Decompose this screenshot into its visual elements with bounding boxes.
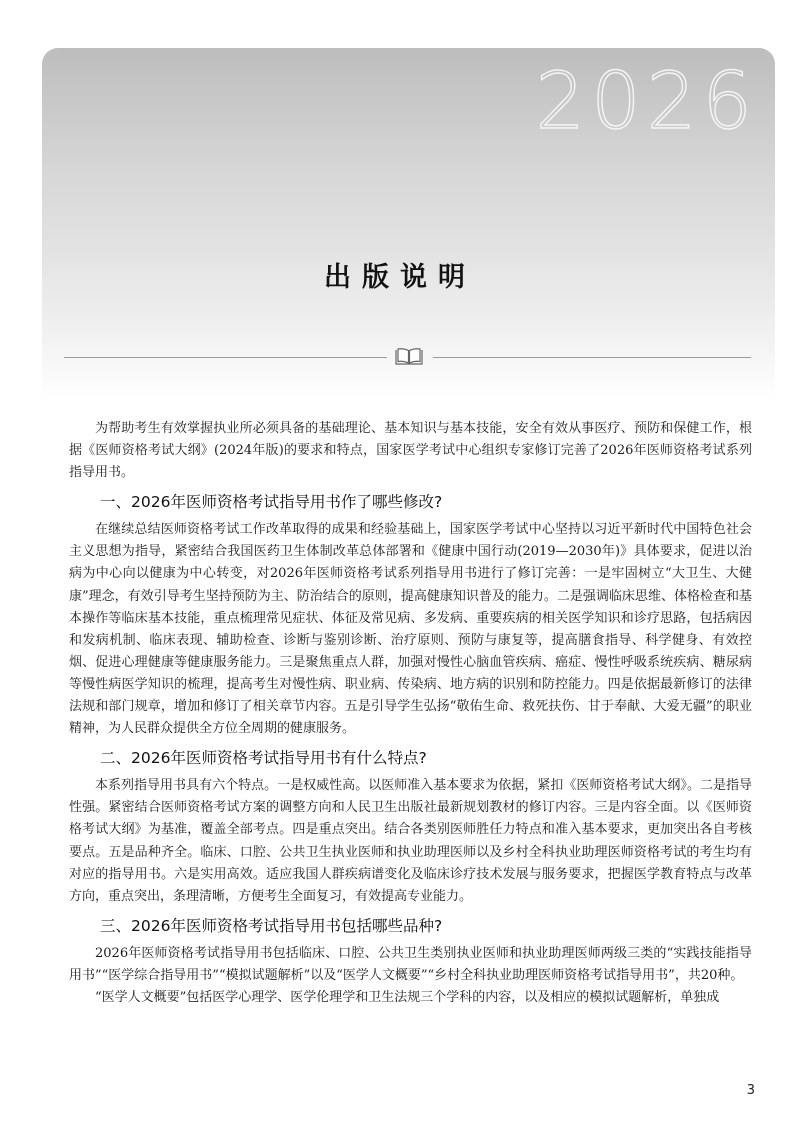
open-book-icon [393, 347, 425, 367]
body-text [69, 418, 752, 1009]
section-paragraph: 本系列指导用书具有六个特点。一是权威性高。以医师准入基本要求为依据，紧扣《医师资格考试大纲》。二是指导性强。紧密结合医师资格考试方案的调整方向和人民卫生出版社最新规划教材的修订内容。三是内容全面。以《医师资格考试大纲》为基准，覆盖全部考点。四是重点突出。结合各类别医师胜任力特点和准入基本要求，更加突出各自考核要点。五是品种齐全。临床、口腔、公共卫生执业医师和执业助理医师以及乡村全科执业助理医师资格考试的考生均有对应的指导用书。六是实用高效。适应我国人群疾病谱变化及临床诊疗技术发展与服务要求，把握医学教育特点与改革方向，重点突出，条理清晰，方便考生全面复习，有效提高专业能力。 [69, 778, 752, 904]
section-paragraph: 在继续总结医师资格考试工作改革取得的成果和经验基础上，国家医学考试中心坚持以习近平新时代中国特色社会主义思想为指导，紧密结合我国医药卫生体制改革总体部署和《健康中国行动(2019—2030年)》具体要求，促进以治病为中心向以健康为中心转变，对2026年医师资格考试系列指导用书进行了修订完善：一是牢固树立“大卫生、大健康”理念，有效引导考生坚持预防为主、防治结合的原则，提高健康知识普及的能力。二是强调临床思维、体格检查和基本操作等临床基本技能，重点梳理常见症状、体征及常见病、多发病、重要疾病的相关医学知识和诊疗思路，包括病因和发病机制、临床表现、辅助检查、诊断与鉴别诊断、治疗原则、预防与康复等，提高膳食指导、科学健身、有效控烟、促进心理健康等健康服务能力。三是聚焦重点人群，加强对慢性心脑血管疾病、癌症、慢性呼吸系统疾病、糖尿病等慢性病医学知识的梳理，提高考生对慢性病、职业病、传染病、地方病的识别和防控能力。四是依据最新修订的法律法规和部门规章，增加和修订了相关章节内容。五是引导学生弘扬“敬佑生命、救死扶伤、甘于奉献、大爱无疆”的职业精神，为人民群众提供全方位全周期的健康服务。 [69, 522, 752, 737]
divider-right [433, 357, 751, 358]
year-watermark: 2026 [535, 57, 758, 147]
section-paragraph: 2026年医师资格考试指导用书包括临床、口腔、公共卫生类别执业医师和执业助理医师两级三类的“实践技能指导用书”“医学综合指导用书”“模拟试题解析”以及“医学人文概要”“乡村全科执业助理医师资格考试指导用书”，共20种。 [69, 945, 752, 983]
page-title: 出版说明 [324, 262, 476, 293]
section-heading: 一、2026年医师资格考试指导用书作了哪些修改? [100, 493, 443, 512]
section-heading: 三、2026年医师资格考试指导用书包括哪些品种? [100, 916, 443, 935]
page-number: 3 [746, 1083, 755, 1098]
section-paragraph: “医学人文概要”包括医学心理学、医学伦理学和卫生法规三个学科的内容，以及相应的模拟试题解析，单独成 [95, 989, 720, 1005]
divider-left [64, 357, 387, 358]
section-heading: 二、2026年医师资格考试指导用书有什么特点? [100, 749, 427, 768]
intro-paragraph: 为帮助考生有效掌握执业所必须具备的基础理论、基本知识与基本技能，安全有效从事医疗、预防和保健工作，根据《医师资格考试大纲》(2024年版)的要求和特点，国家医学考试中心组织专家修订完善了2026年医师资格考试系列指导用书。 [69, 421, 752, 481]
